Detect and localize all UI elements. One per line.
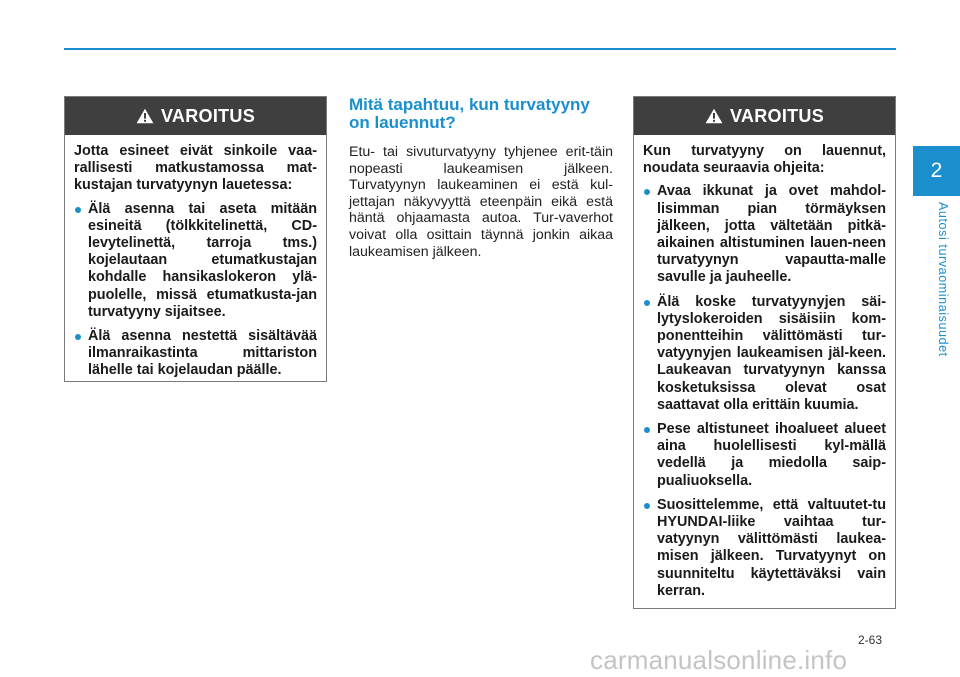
list-item: Suosittelemme, että valtuutet-tu HYUNDAI-liike vaihtaa tur-vatyynyn välittömästi laukea-misen jälkeen. Turvatyynyt on suunniteltu käytettäväksi vain kerran.: [643, 497, 886, 600]
left-warning-intro: Jotta esineet eivät sinkoile vaa-rallisesti matkustamossa mat-kustajan turvatyynyn lauetessa:: [74, 143, 317, 194]
chapter-tab: 2: [913, 146, 960, 196]
warning-triangle-icon: [136, 108, 154, 124]
list-item: Avaa ikkunat ja ovet mahdol-lisimman pian törmäyksen jälkeen, jotta vältetään pitkä-aikainen altistuminen lauen-neen turvatyynyn vapautta-malle savulle ja jauheelle.: [643, 183, 886, 286]
top-rule: [64, 48, 896, 50]
bullet-icon: [644, 300, 650, 306]
warning-triangle-icon: [705, 108, 723, 124]
right-warning-title: VAROITUS: [729, 105, 825, 126]
page-number: 2-63: [858, 633, 883, 647]
bullet-icon: [75, 334, 81, 340]
bullet-icon: [644, 503, 650, 509]
bullet-icon: [75, 207, 81, 213]
chapter-title: Autosi turvaominaisuudet: [936, 202, 950, 357]
section-text: Etu- tai sivuturvatyyny tyhjenee erit-täin nopeasti laukeamisen jälkeen. Turvatyynyn laukeaminen ei estä kul-jettajan näkyvyyttä eteenpäin eikä estä häntä ohjaamasta autoa. Tur-vaverhot voivat olla osittain täynnä jonkin aikaa laukeamisen jälkeen.: [349, 144, 613, 260]
right-warning-intro: Kun turvatyyny on lauennut, noudata seuraavia ohjeita:: [643, 143, 886, 177]
right-warning-list: [643, 183, 886, 600]
list-item: Pese altistuneet ihoalueet alueet aina huolellisesti kyl-mällä vedellä ja miedolla saip-pualiuoksella.: [643, 421, 886, 490]
list-item: Älä asenna nestettä sisältävää ilmanraikastinta mittariston lähelle tai kojelaudan päälle.: [74, 328, 317, 380]
right-warning-header: [634, 97, 895, 135]
list-item: Älä koske turvatyynyjen säi-lytyslokeroiden sisäisiin kom-ponentteihin välittömästi tur-vatyynyjen laukeamisen jäl-keen. Laukeavan turvatyynyn kanssa kosketuksissa olevat osat saattavat olla erittäin kuumia.: [643, 294, 886, 414]
watermark: carmanualsonline.info: [590, 645, 848, 675]
list-item: Älä asenna tai aseta mitään esineitä (tölkkitelinettä, CD-levytelinettä, tarroja tms.) kojelautaan etumatkustajan kohdalle hansikaslokeron ylä-puolelle, missä etumatkusta-jan turvatyyny sijaitsee.: [74, 201, 317, 321]
bullet-icon: [644, 427, 650, 433]
left-warning-list: [74, 201, 317, 380]
left-warning-body: [65, 135, 326, 390]
middle-column: [349, 96, 613, 260]
bullet-icon: [644, 189, 650, 195]
left-warning-box: [64, 96, 327, 382]
left-warning-header: [65, 97, 326, 135]
section-heading: Mitä tapahtuu, kun turvatyyny on lauennut?: [349, 95, 590, 132]
left-warning-title: VAROITUS: [160, 105, 256, 126]
right-warning-box: [633, 96, 896, 609]
right-warning-body: [634, 135, 895, 610]
